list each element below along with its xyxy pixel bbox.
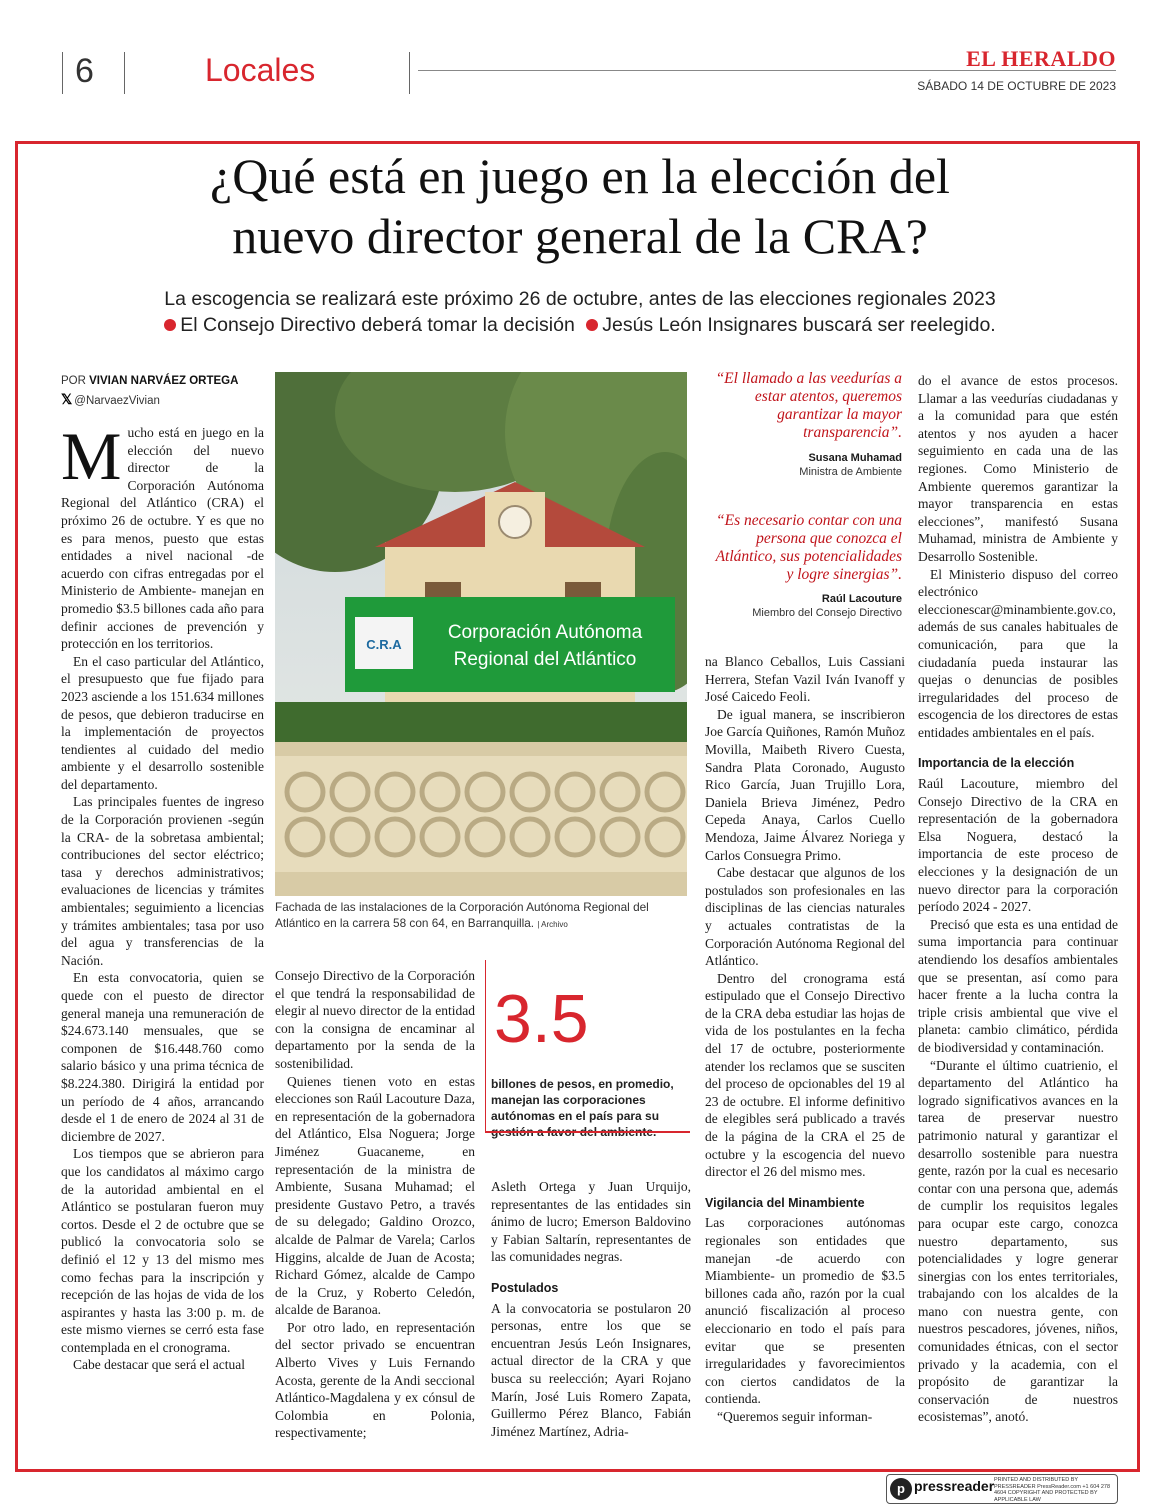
paragraph: En el caso particular del Atlántico, el presupuesto que fue fijado para 2023 asciende a los 151.634 millones de pesos, que debieron traducirse en la implementación de proyectos tendientes al cuidado del medio ambiente y el desarrollo sostenible del departamento.: [61, 653, 264, 792]
sign-logo-text: C.R.A: [366, 637, 402, 652]
issue-date: SÁBADO 14 DE OCTUBRE DE 2023: [917, 79, 1116, 93]
quote-author: Raúl Lacouture: [821, 593, 902, 605]
paragraph: Consejo Directivo de la Corporación el que tendrá la responsabilidad de elegir al nuevo director de la entidad con la consigna de encaminar al departamento por la senda de la sostenibilidad.: [275, 968, 475, 1071]
paragraph: “Durante el último cuatrienio, el departamento del Atlántico ha logrado significativos avances en la tarea de preservar nuestro patrimonio natural y garantizar el desarrollo sostenible para nuestra gente, razón por la cual es necesario contar con una persona que, además de cumplir los requisitos legales para ocupar este cargo, conozca nuestro departamento, sus potencialidades y logre generar sinergias con los entes territoriales, trabajando con los alcaldes de la mano con nuestra gente, con nuestros pescadores, jóvenes, niños, comunidades étnicas, con el sector privado y la academia, con el propósito de garantizar la conservación de nuestros ecosistemas”, anotó.: [918, 1057, 1118, 1425]
byline: [61, 375, 238, 387]
header-separator: [62, 52, 63, 94]
paragraph: Precisó que esta es una entidad de suma importancia para continuar atendiendo los desafíos ambientales que se presentan, así como para hacer frente a la lucha contra la triple crisis ambiental que vive el planeta: cambio climático, pérdida de biodiversidad y contaminación.: [918, 916, 1118, 1055]
photo-illustration: [275, 372, 687, 896]
factbox-rule: [485, 960, 486, 1132]
newspaper-logo: EL HERALDO: [966, 46, 1116, 71]
paragraph: El Ministerio dispuso del correo electrónico eleccionescar@minambiente.gov.co, además de sus canales habituales de comunicación, para que la ciudadanía pueda instaurar las quejas o denuncias de posibles irregularidades del proceso de escogencia de los directores de estas entidades ambientales en el país.: [918, 566, 1118, 740]
headline: [60, 146, 1100, 266]
pressreader-fineprint: PRINTED AND DISTRIBUTED BY PRESSREADER PressReader.com +1 604 278 4604 COPYRIGHT AND PROTECTED BY APPLICABLE LAW: [994, 1477, 1111, 1503]
sign-text: Corporación Autónoma: [447, 622, 643, 643]
article-column-4: [705, 653, 905, 1426]
photo-caption: [275, 899, 690, 933]
author-handle[interactable]: [61, 391, 160, 408]
paragraph: De igual manera, se inscribieron Joe García Quiñones, Ramón Muñoz Movilla, Maibeth Rivero Cuesta, Sandra Plata Coronado, Augusto Rico García, Juan Trujillo Lora, Daniela Brieva Jiménez, Pedro Cepeda Anaya, Carlos Cuello Mendoza, Jaime Álvarez Noriega y Carlos Consuegra Primo.: [705, 706, 905, 863]
section-label[interactable]: Locales: [205, 52, 316, 88]
pull-quote: “Es necesario contar con una persona que conozca el Atlántico, sus potencialidades y logre sinergias”.: [715, 512, 902, 583]
paragraph: Raúl Lacouture, miembro del Consejo Directivo de la CRA en representación de la gobernadora Elsa Noguera, destacó la importancia de este proceso de elecciones y la designación de un nuevo director para la corporación período 2024 - 2027.: [918, 776, 1118, 915]
paragraph-text: ucho está en juego en la elección del nuevo director de la Corporación Autónoma Regional del Atlántico (CRA) el próximo 26 de octubre. Y es que no es para menos, puesto que estas entidades a nivel nacional -de acuerdo con cifras entregadas por el Ministerio de Ambiente- manejan en promedio $3.5 billones cada año para definir acciones de prevención y protección en los territorios.: [61, 425, 264, 652]
article-column-1: [61, 418, 264, 1374]
header-separator: [124, 52, 125, 94]
paragraph: Dentro del cronograma está estipulado que el Consejo Directivo de la CRA deba estudiar las hojas de vida de los postulantes en la fecha del 17 de octubre, posteriormente atender los reclamos que se susciten del proceso de opcionables del 19 al 23 de octubre. El informe definitivo de elegibles será publicado a través de la página de la CRA el 25 de octubre y la escogencia del nuevo director el 26 del mismo mes.: [705, 970, 905, 1180]
paragraph: En esta convocatoria, quien se quede con el puesto de director general maneja una remuneración de $24.673.140 mensuales, que se componen de $16.448.760 como salario básico y una prima técnica de $8.224.380. Dirigirá la entidad por un período de 4 años, arrancando desde el 1 de enero de 2024 al 31 de diciembre de 2027.: [61, 970, 264, 1144]
page-number: 6: [75, 52, 94, 90]
photo-credit: | Archivo: [537, 920, 568, 929]
subheading: Postulados: [491, 1280, 559, 1295]
paragraph: Los tiempos que se abrieron para que los candidatos al máximo cargo de la autoridad ambiental en el Atlántico se postularan fueron muy cortos. Desde el 2 de octubre que se publicó la convocatoria solo se definió el 12 y 13 del mismo mes como fechas para la inscripción y recepción de las hojas de vida de los aspirantes y hasta las 3:00 p. m. de este mismo viernes se cerró esta fase contemplada en el cronograma.: [61, 1146, 264, 1355]
paragraph: [61, 418, 264, 653]
paragraph: A la convocatoria se postularon 20 personas, entre los que se encuentran Jesús León Insignares, actual director de la CRA y que busca su reelección; Ayari Rojano Marín, José Luis Romero Zapata, Guillermo Pérez Blanco, Fabián Jiménez Martínez, Adria-: [491, 1300, 691, 1439]
subheading: Importancia de la elección: [918, 756, 1075, 771]
pressreader-icon: p: [890, 1478, 912, 1500]
article-column-5: [918, 372, 1118, 1426]
header-separator: [409, 52, 410, 94]
paragraph: Cabe destacar que algunos de los postulados son profesionales en las disciplinas de las ciencias naturales y actuales contratistas de la Corporación Autónoma Regional del Atlántico.: [705, 865, 905, 969]
paragraph: Asleth Ortega y Juan Urquijo, representantes de las entidades sin ánimo de lucro; Emerson Baldovino y Fabian Saltarín, representantes de las comunidades negras.: [491, 1179, 691, 1265]
paragraph: “Queremos seguir informan-: [717, 1408, 873, 1424]
paragraph: Cabe destacar que será el actual: [73, 1357, 246, 1373]
article-column-3: [491, 1178, 691, 1440]
caption-text: Fachada de las instalaciones de la Corporación Autónoma Regional del Atlántico en la carrera 58 con 64, en Barranquilla.: [275, 900, 649, 930]
dek-line: La escogencia se realizará este próximo 26 de octubre, antes de las elecciones regionales 2023: [164, 288, 996, 310]
subheadline: [60, 286, 1100, 338]
drop-cap: M: [61, 418, 122, 494]
dek-bullet: El Consejo Directivo deberá tomar la decisión: [180, 314, 575, 336]
quote-author-role: Miembro del Consejo Directivo: [752, 607, 902, 619]
author-name: VIVIAN NARVÁEZ ORTEGA: [89, 375, 239, 387]
paragraph: Las corporaciones autónomas regionales son entidades que manejan -de acuerdo con Miambiente- un promedio de $3.5 billones cada año, razón por la cual anunció fiscalización al proceso eleccionario en todo el país para evitar que se presenten irregularidades y favorecimientos con ciertos candidatos de la contienda.: [705, 1215, 905, 1407]
article-column-2: [275, 967, 475, 1442]
headline-line: nuevo director general de la CRA?: [232, 208, 928, 264]
handle-text: @NarvaezVivian: [74, 395, 160, 407]
x-logo-icon: 𝕏: [61, 391, 73, 407]
headline-line: ¿Qué está en juego en la elección del: [210, 148, 950, 204]
byline-prefix: POR: [61, 375, 86, 387]
bullet-dot-icon: [586, 319, 598, 331]
pressreader-name: pressreader: [914, 1478, 995, 1494]
paragraph: na Blanco Ceballos, Luis Cassiani Herrera, Stefan Vazil Iván Ivanoff y José Caicedo Feoli.: [705, 654, 905, 705]
factbox-rule: [485, 1131, 690, 1133]
dek-bullet: Jesús León Insignares buscará ser reelegido.: [602, 314, 996, 336]
pull-quote: “El llamado a las veedurías a estar atentos, queremos garantizar la mayor transparencia”.: [715, 370, 902, 441]
paragraph: Las principales fuentes de ingreso de la Corporación provienen -según la CRA- de la sobretasa ambiental; contribuciones del sector eléctrico; tasa y derechos administrativos; evaluaciones de licencias y trámites ambientales; seguimiento a licencias y trámites ambientales; tasa por uso del agua y transferencias de la Nación.: [61, 794, 264, 968]
fact-text: billones de pesos, en promedio, manejan las corporaciones autónomas en el país para su: [491, 1077, 674, 1123]
sign-text: Regional del Atlántico: [453, 649, 637, 670]
building-photo: [275, 372, 687, 896]
dek-bullets: [60, 312, 1100, 338]
paragraph: Quienes tienen voto en estas elecciones son Raúl Lacouture Daza, en representación de la gobernadora del Atlántico, Elsa Noguera; Jorge Jiménez Guacaneme, en representación de la ministra de Ambiente, Susana Muhamad; el presidente Gustavo Petro, a través de su delegado; Galdino Orozco, alcalde de Palmar de Varela; Carlos Higgins, alcalde de Juan de Acosta; Richard Gómez, alcalde de Campo de la Cruz, y Roberto Celedón, alcalde de Baranoa.: [275, 1073, 475, 1318]
paragraph: Por otro lado, en representación del sector privado se encuentran Alberto Vives y Luis Fernando Acosta, gerente de la Andi seccional Atlántico-Magdalena y ex cónsul de Colombia en Polonia, respectivamente;: [275, 1319, 475, 1441]
paragraph: do el avance de estos procesos. Llamar a las veedurías ciudadanas y a la comunidad para que estén atentos y nos ayuden a hacer seguimiento en cada una de las regiones. Como Ministerio de Ambiente queremos garantizar la mayor transparencia en estas elecciones”, manifestó Susana Muhamad, ministra de Ambiente y Desarrollo Sostenible.: [918, 373, 1118, 564]
fact-number: 3.5: [494, 981, 589, 1057]
subheading: Vigilancia del Minambiente: [705, 1195, 865, 1210]
bullet-dot-icon: [164, 319, 176, 331]
quote-author: Susana Muhamad: [808, 452, 902, 464]
quote-author-role: Ministra de Ambiente: [799, 466, 902, 478]
